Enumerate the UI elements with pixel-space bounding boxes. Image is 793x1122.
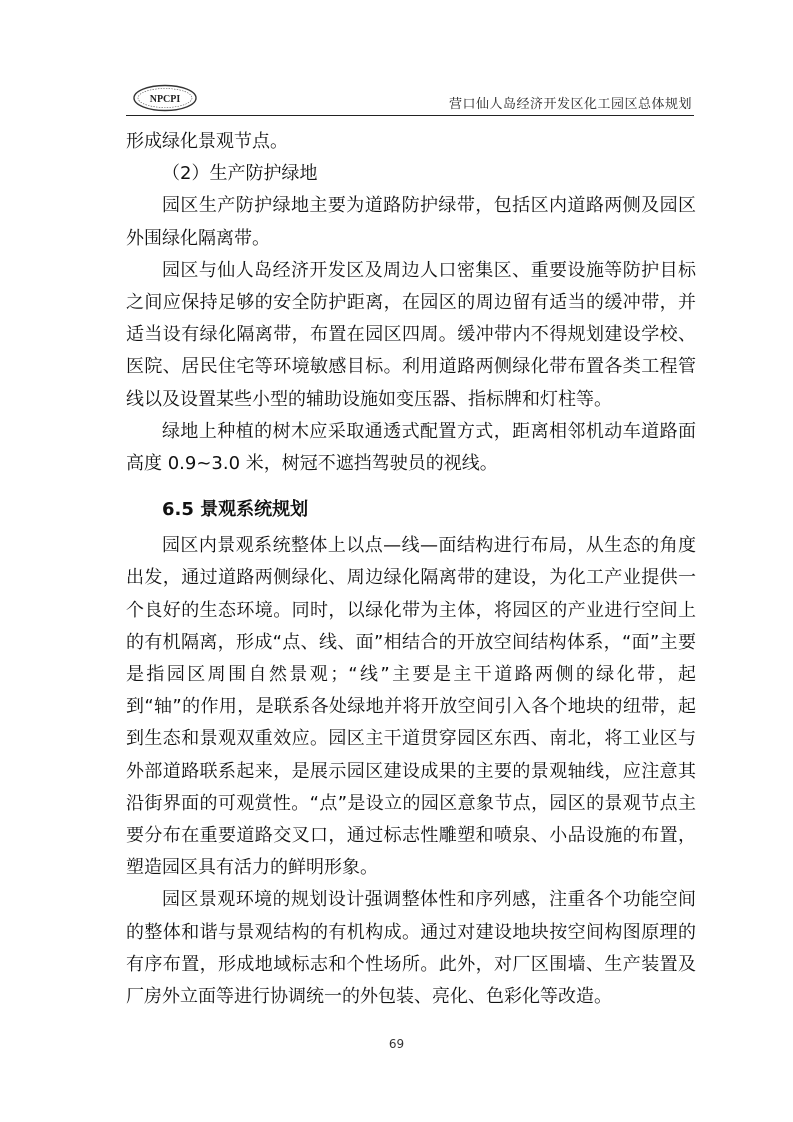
logo-text: NPCPI — [149, 94, 181, 105]
paragraph: 园区生产防护绿地主要为道路防护绿带，包括区内道路两侧及园区外围绿化隔离带。 — [126, 195, 696, 249]
section-heading: 6.5 景观系统规划 — [162, 499, 309, 521]
header-divider — [126, 115, 694, 116]
logo-emblem-icon — [132, 84, 198, 112]
subsection-heading: （2）生产防护绿地 — [162, 163, 318, 185]
page-number: 69 — [388, 1037, 405, 1051]
page-header — [126, 80, 694, 120]
paragraph: 园区景观环境的规划设计强调整体性和序列感，注重各个功能空间的整体和谐与景观结构的有机构成。通过对建设地块按空间构图原理的有序布置，形成地域标志和个性场所。此外，对厂区围墙、生产装置及厂房外立面等进行协调统一的外包装、亮化、色彩化等改造。 — [126, 889, 696, 1008]
document-title: 营口仙人岛经济开发区化工园区总体规划 — [448, 97, 692, 112]
paragraph: 园区内景观系统整体上以点—线—面结构进行布局，从生态的角度出发，通过道路两侧绿化、周边绿化隔离带的建设，为化工产业提供一个良好的生态环境。同时，以绿化带为主体，将园区的产业进行空间上的有机隔离，形成“点、线、面”相结合的开放空间结构体系，“面”主要是指园区周围自然景观；“线”主要是主干道路两侧的绿化带，起到“轴”的作用，是联系各处绿地并将开放空间引入各个地块的纽带，起到生态和景观双重效应。园区主干道贯穿园区东西、南北，将工业区与外部道路联系起来，是展示园区建设成果的主要的景观轴线，应注意其沿街界面的可观赏性。“点”是设立的园区意象节点，园区的景观节点主要分布在重要道路交叉口，通过标志性雕塑和喷泉、小品设施的布置，塑造园区具有活力的鲜明形象。 — [126, 535, 696, 879]
npcpi-logo — [132, 84, 198, 112]
paragraph: 园区与仙人岛经济开发区及周边人口密集区、重要设施等防护目标之间应保持足够的安全防护距离，在园区的周边留有适当的缓冲带，并适当设有绿化隔离带，布置在园区四周。缓冲带内不得规划建设学校、医院、居民住宅等环境敏感目标。利用道路两侧绿化带布置各类工程管线以及设置某些小型的辅助设施如变压器、指标牌和灯柱等。 — [126, 259, 696, 410]
paragraph-continuation: 形成绿化景观节点。 — [126, 131, 288, 152]
page-body — [126, 126, 696, 1013]
paragraph: 绿地上种植的树木应采取通透式配置方式，距离相邻机动车道路面高度 0.9~3.0 米，树冠不遮挡驾驶员的视线。 — [126, 420, 696, 475]
